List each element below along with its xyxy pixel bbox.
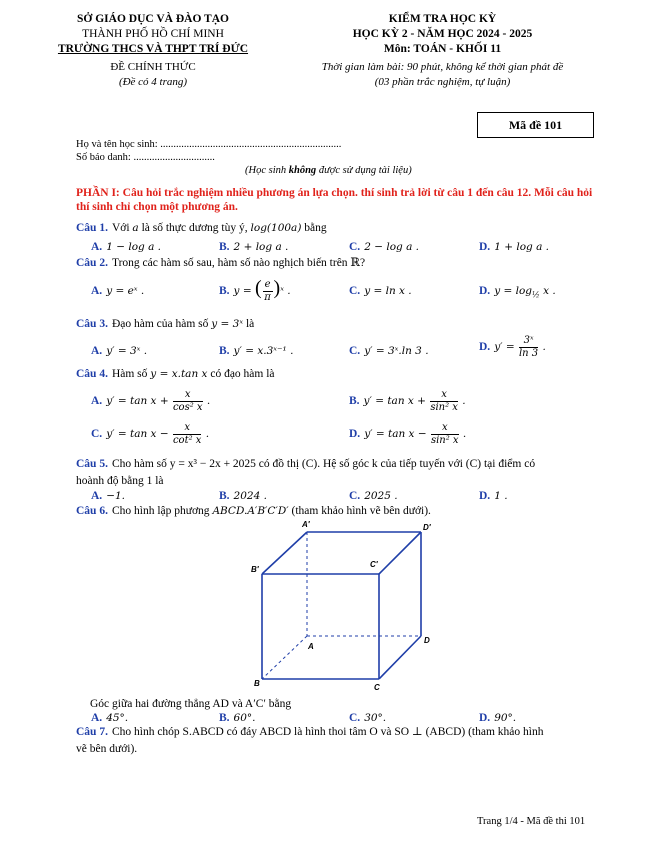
q5-stem-line2: hoành độ bằng 1 là bbox=[76, 475, 164, 487]
student-id-line: Số báo danh: ............................... bbox=[76, 152, 215, 163]
q4-option-d: D. y′ = tan x − $\frac{x}{\text{sin² x}}$ . bbox=[349, 422, 467, 446]
label-a: A bbox=[308, 642, 314, 651]
q2-option-d: D. $y = \log_{\frac{1}{2}} x$ . bbox=[479, 285, 556, 300]
q3-label: Câu 3. bbox=[76, 318, 108, 330]
q6-option-c: C. 30°. bbox=[349, 712, 387, 724]
q2-option-a: A. y = eˣ . bbox=[91, 285, 145, 297]
q2-stem: Câu 2. Trong các hàm số sau, hàm số nào nghịch biến trên ℝ? bbox=[76, 257, 366, 269]
q6-stem: Câu 6. Cho hình lập phương ABCD.A′B′C′D′ (tham khảo hình vẽ bên dưới). bbox=[76, 505, 431, 517]
q3-stem: Câu 3. Đạo hàm của hàm số y = 3ˣ là bbox=[76, 318, 255, 330]
label-a1: A′ bbox=[302, 520, 310, 529]
part1-heading: PHẦN I: Câu hỏi trắc nghiệm nhiều phương án lựa chọn. thí sinh trả lời từ câu 1 đến câu 12. Mỗi câu hỏi thí sinh chỉ chọn một phương án. bbox=[76, 187, 593, 213]
label-b1: B′ bbox=[251, 565, 259, 574]
header-pages: (Đề có 4 trang) bbox=[118, 76, 188, 88]
page-footer: Trang 1/4 - Mã đề thi 101 bbox=[477, 816, 586, 827]
label-b: B bbox=[254, 679, 260, 688]
q5-option-a: A. −1. bbox=[91, 490, 126, 502]
q4-option-a: A. y′ = tan x + $\frac{x}{\text{cos² x}}$ . bbox=[91, 389, 211, 413]
header-term: HỌC KỲ 2 - NĂM HỌC 2024 - 2025 bbox=[352, 28, 533, 40]
q3-option-d: D. y′ = $\frac{\text{3ˣ}}{\ln 3}$ . bbox=[479, 335, 546, 359]
label-c: C bbox=[374, 683, 380, 692]
edge-c1d1 bbox=[379, 532, 421, 574]
no-materials-note: (Học sinh không được sử dụng tài liệu) bbox=[245, 165, 412, 176]
header-subject: Môn: TOÁN - KHỐI 11 bbox=[383, 43, 502, 55]
label-d: D bbox=[424, 636, 430, 645]
q4-option-b: B. y′ = tan x + $\frac{x}{\text{sin² x}}$ . bbox=[349, 389, 466, 413]
q3-option-b: B. y′ = x.3ˣ⁻¹ . bbox=[219, 345, 294, 357]
q4-option-c: C. y′ = tan x − $\frac{x}{\text{cot² x}}$ . bbox=[91, 422, 210, 446]
q5-stem: Câu 5. Cho hàm số y = x³ − 2x + 2025 có đồ thị (C). Hệ số góc k của tiếp tuyến với (C) tại điểm có bbox=[76, 458, 536, 470]
q1-option-b: B. 2 + log a . bbox=[219, 241, 289, 253]
q7-label: Câu 7. bbox=[76, 726, 108, 738]
q1-option-c: C. 2 − log a . bbox=[349, 241, 420, 253]
header-school: TRƯỜNG THCS VÀ THPT TRÍ ĐỨC bbox=[57, 43, 249, 55]
q4-stem: Câu 4. Hàm số y = x.tan x có đạo hàm là bbox=[76, 368, 275, 380]
edge-ab bbox=[262, 636, 307, 679]
edge-cd bbox=[379, 636, 421, 679]
cube-figure bbox=[250, 518, 440, 696]
q1-stem: Câu 1. Với a là số thực dương tùy ý, log(100a) bằng bbox=[76, 222, 327, 234]
header-city: THÀNH PHỐ HỒ CHÍ MINH bbox=[82, 28, 224, 40]
q3-option-a: A. y′ = 3ˣ . bbox=[91, 345, 148, 357]
label-d1: D′ bbox=[423, 523, 431, 532]
header-title: KIỂM TRA HỌC KỲ bbox=[388, 13, 497, 25]
q5-option-c: C. 2025 . bbox=[349, 490, 398, 502]
q1-option-a: A. 1 − log a . bbox=[91, 241, 162, 253]
header-time: Thời gian làm bài: 90 phút, không kể thời gian phát đề bbox=[321, 61, 564, 73]
q7-stem: Câu 7. Cho hình chóp S.ABCD có đáy ABCD là hình thoi tâm O và SO ⊥ (ABCD) (tham khảo hình bbox=[76, 726, 544, 738]
q2-label: Câu 2. bbox=[76, 257, 108, 269]
exam-code-box bbox=[477, 112, 594, 138]
header-dept: SỞ GIÁO DỤC VÀ ĐÀO TẠO bbox=[77, 13, 229, 25]
q1-label: Câu 1. bbox=[76, 222, 108, 234]
q6-option-d: D. 90°. bbox=[479, 712, 517, 724]
q5-option-d: D. 1 . bbox=[479, 490, 508, 502]
student-name-line: Họ và tên học sinh: ..................................................................... bbox=[76, 139, 342, 150]
q6-question: Góc giữa hai đường thẳng AD và A′C′ bằng bbox=[90, 698, 292, 710]
q6-option-a: A. 45°. bbox=[91, 712, 129, 724]
q4-label: Câu 4. bbox=[76, 368, 108, 380]
q6-label: Câu 6. bbox=[76, 505, 108, 517]
q7-stem-line2: vẽ bên dưới). bbox=[76, 743, 138, 755]
q1-option-d: D. 1 + log a . bbox=[479, 241, 550, 253]
q3-option-c: C. y′ = 3ˣ.ln 3 . bbox=[349, 345, 429, 357]
label-c1: C′ bbox=[370, 560, 378, 569]
q5-option-b: B. 2024 . bbox=[219, 490, 267, 502]
q2-option-b: B. y = ( $\frac{e}{\pi}$ )ˣ . bbox=[219, 277, 291, 303]
q2-option-c: C. y = ln x . bbox=[349, 285, 412, 297]
header-official: ĐỀ CHÍNH THỨC bbox=[110, 61, 196, 73]
q5-label: Câu 5. bbox=[76, 458, 108, 470]
q6-option-b: B. 60°. bbox=[219, 712, 256, 724]
edge-b1a1 bbox=[262, 532, 307, 574]
header-parts: (03 phần trắc nghiệm, tự luận) bbox=[374, 76, 511, 88]
exam-code: Mã đề 101 bbox=[508, 118, 563, 132]
